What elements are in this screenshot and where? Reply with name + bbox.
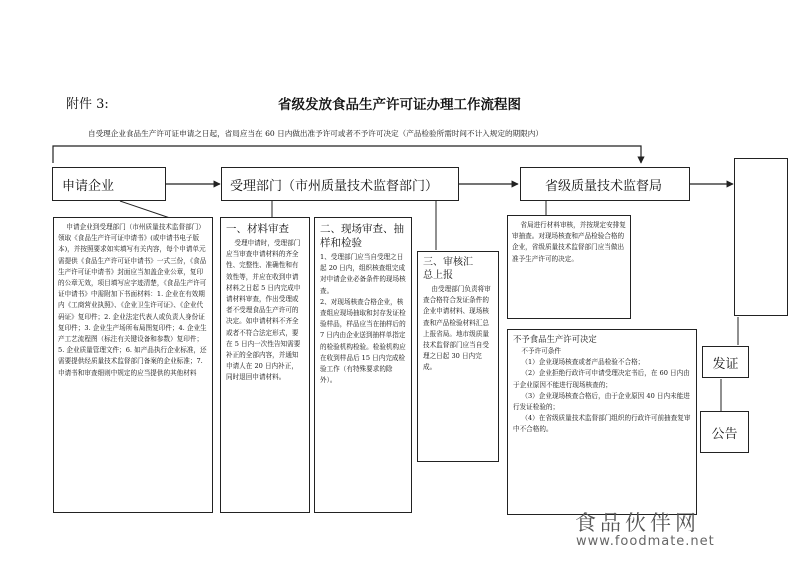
node-result: [734, 158, 788, 316]
step-review-detail: 受理申请时，受理部门应当审查申请材料的齐全性、完整性、准确性和有效性等，并应在收到申请材料之日起 5 日内完成申请材料审查，作出受理或者不受理食品生产许可的决定。如申请材料不齐全或者不符合法定形式，要在 5 日内一次性告知需要补正的全部内容，并通知申请人在 20 日内补正，同时退回申请材料。: [226, 239, 301, 382]
reject-conditions: 不予许可条件 （1）企业现场核查或者产品检验不合格； （2）企业拒绝行政许可申请受理决定书后，在 60 日内由于企业原因不能进行现场核查的； （3）企业现场核查合格后，由于企业原因 40 日内未能进行发证检验的； （4）在省级质量技术监督部门组织的行政许可前抽查复审中不合格的。: [513, 347, 691, 434]
step-summary-title: 三、审核汇 总上报: [423, 257, 473, 281]
link-applicant-detail: [120, 201, 170, 218]
step-inspection-detail: 1、受理部门应当自受理之日起 20 日内，组织核查组完成对申请企业必备条件的现场核查。 2、对现场核查合格企业，核查组应现场抽取和封存发证检验样品，样品应当在抽样后的 7 日内由企业送到抽样单指定的检验机构检验。检验机构应在收到样品后 15 日内完成检验工作（有特殊要求的除外）。: [320, 253, 406, 385]
step-summary: [417, 251, 499, 462]
deadline-bracket: [53, 146, 641, 163]
step-review-title: 一、材料审查: [226, 223, 289, 235]
reject-title: 不予食品生产许可决定: [513, 334, 597, 344]
step-summary-detail: 由受理部门负责将审查合格符合发证条件的企业申请材料、现场核查和产品检验材料汇总上报省局。地市级质量技术监督部门应当自受理之日起 30 日内完成。: [423, 285, 491, 372]
step-inspection-title: 二、现场审查、抽 样和检验: [320, 223, 404, 249]
detail-provincial: 省局进行材料审核，并按规定安排复审抽查。对现场核查和产品检验合格的企业，省级质量技术监督部门应当做出准予生产许可的决定。: [507, 215, 631, 319]
node-announce: 公告: [700, 411, 749, 453]
node-applicant: 申请企业: [52, 167, 166, 201]
watermark-url: www.foodmate.net: [576, 534, 715, 549]
node-acceptance: 受理部门（市州质量技术监督部门）: [221, 167, 459, 201]
reject-panel: [507, 329, 697, 515]
annex-label: 附件 3:: [66, 97, 109, 112]
page-title: 省级发放食品生产许可证办理工作流程图: [278, 97, 521, 113]
deadline-note: 自受理企业食品生产许可证申请之日起，省局应当在 60 日内做出准予许可或者不予许可决定（产品检验所需时间不计入规定的期限内）: [88, 129, 543, 138]
step-inspection: [314, 217, 412, 513]
step-review: [220, 217, 310, 513]
detail-applicant: 申请企业到受理部门（市州质量技术监督部门）领取《食品生产许可证申请书》(或申请书电子版本)，并按照要求如实填写有关内容，每个申请单元需提供《食品生产许可证申请书》一式三份，《食品生产许可证申请书》封面应当加盖企业公章，复印的公章无效，项目填写应字迹清楚，《食品生产许可证申请书》中需附加下书面材料：1. 企业在有效期内《工商营业执照》、《企业卫生许可证》、《企业代码证》复印件；2. 企业法定代表人或负责人身份证复印件；3. 企业生产场所布局图复印件；4. 企业生产工艺流程图（标注有关键设备和参数）复印件；5. 企业质量管理文件；6. 如产品执行企业标准，还需要提供经质量技术监督部门备案的企业标准；7. 申请书和审查细则中规定的应当提供的其他材料: [53, 217, 213, 513]
node-issue: 发证: [702, 346, 749, 378]
node-provincial: 省级质量技术监督局: [520, 167, 690, 201]
watermark-brand: 食品伙伴网: [575, 511, 700, 535]
